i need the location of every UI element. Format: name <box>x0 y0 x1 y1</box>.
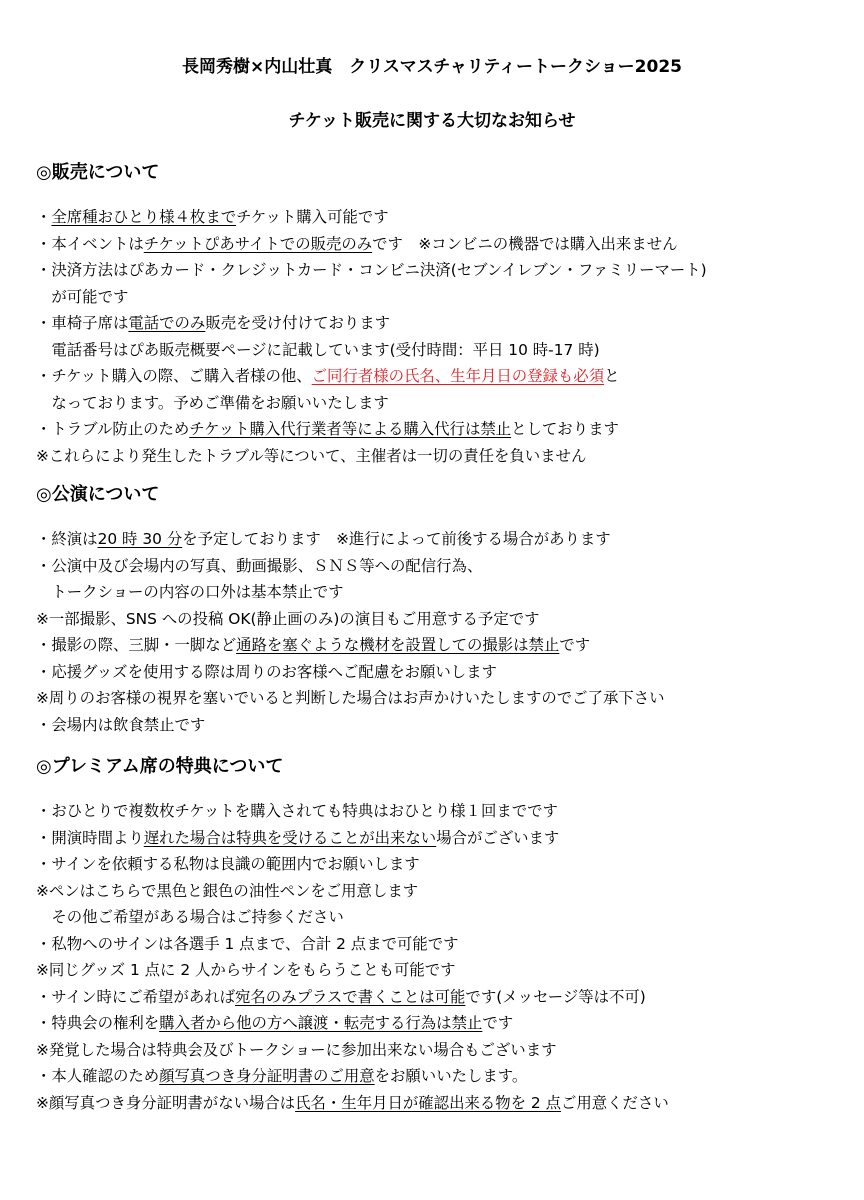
notice-line <box>36 310 836 337</box>
underlined-text: 遅れた場合は特典を受けることが出来ない <box>143 828 437 847</box>
line-text: ・私物へのサインは各選手 1 点まで、合計 2 点まで可能です <box>36 934 459 953</box>
underlined-text: 顔写真つき身分証明書のご用意 <box>159 1067 375 1085</box>
notice-line <box>36 284 836 311</box>
line-text: ※顔写真つき身分証明書がない場合は <box>36 1093 296 1112</box>
notice-line <box>36 1010 836 1037</box>
notice-line <box>36 553 836 580</box>
line-text: ・開演時間より <box>36 828 144 847</box>
underlined-text: チケット購入代行業者等による購入代行は禁止 <box>189 420 512 438</box>
section-lines <box>36 798 836 1116</box>
line-text: ※発覚した場合は特典会及びトークショーに参加出来ない場合もございます <box>36 1040 557 1059</box>
line-text: を予定しております ※進行によって前後する場合があります <box>182 530 611 548</box>
line-text: トークショーの内容の口外は基本禁止です <box>36 583 344 601</box>
notice-line <box>36 257 836 284</box>
line-text: をお願いいたします。 <box>374 1067 528 1085</box>
notice-line <box>36 904 836 931</box>
section-sales <box>36 158 836 469</box>
underlined-text: 20 時 30 分 <box>97 530 183 548</box>
section-premium-benefits <box>36 752 836 1116</box>
line-text: が可能です <box>36 287 129 306</box>
notice-line <box>36 579 836 606</box>
notice-line <box>36 632 836 659</box>
line-text: ※周りのお客様の視界を塞いでいると判断した場合はお声かけいたしますのでご了承下さい <box>36 689 665 707</box>
notice-line <box>36 685 836 712</box>
line-text: 場合がございます <box>436 828 560 847</box>
line-text: ・会場内は飲食禁止です <box>36 715 206 734</box>
notice-line <box>36 1063 836 1090</box>
notice-line <box>36 390 836 417</box>
line-text: なっております。予めご準備をお願いいたします <box>36 393 389 412</box>
notice-line <box>36 231 836 258</box>
line-text: ・サインを依頼する私物は良識の範囲内でお願いします <box>36 855 420 873</box>
line-text: ・応援グッズを使用する際は周りのお客様へご配慮をお願いします <box>36 662 497 681</box>
notice-line <box>36 1090 836 1117</box>
underlined-text: 購入者から他の方へ譲渡・転売する行為は禁止 <box>159 1014 483 1032</box>
line-text: としております <box>511 420 619 438</box>
underlined-text: 電話でのみ <box>128 314 206 332</box>
section-lines <box>36 204 836 469</box>
line-text: ・本人確認のため <box>36 1067 160 1085</box>
section-performance <box>36 480 836 738</box>
notice-line <box>36 659 836 686</box>
notice-line <box>36 825 836 852</box>
section-heading-premium: ◎プレミアム席の特典について <box>36 756 284 777</box>
line-text: ・ <box>36 208 52 226</box>
notice-line <box>36 798 836 825</box>
line-text: 電話番号はぴあ販売概要ページに記載しています(受付時間：平日 10 時-17 時) <box>36 340 600 359</box>
line-text: 販売を受け付けております <box>205 314 391 332</box>
notice-line <box>36 931 836 958</box>
line-text: ご用意ください <box>560 1093 669 1112</box>
notice-line <box>36 984 836 1011</box>
line-text: その他ご希望がある場合はご持参ください <box>36 908 344 926</box>
notice-line <box>36 416 836 443</box>
line-text: です ※コンビニの機器では購入出来ません <box>372 234 678 253</box>
line-text: ・撮影の際、三脚・一脚など <box>36 636 237 654</box>
section-heading-performance: ◎公演について <box>36 484 160 505</box>
underlined-text: 氏名・生年月日が確認出来る物を 2 点 <box>295 1093 561 1112</box>
line-text: ・チケット購入の際、ご購入者様の他、 <box>36 367 312 385</box>
line-text: ・車椅子席は <box>36 314 129 332</box>
line-text: ※一部撮影、SNS への投稿 OK(静止画のみ)の演目もご用意する予定です <box>36 609 540 628</box>
line-text: チケット購入可能です <box>236 208 389 226</box>
notice-line <box>36 443 836 470</box>
line-text: と <box>604 367 620 385</box>
notice-line <box>36 712 836 739</box>
line-text: ※ペンはこちらで黒色と銀色の油性ペンをご用意します <box>36 881 419 900</box>
line-text: ・決済方法はぴあカード・クレジットカード・コンビニ決済(セブンイレブン・ファミリーマート) <box>36 261 707 279</box>
underlined-text: 全席種おひとり様４枚まで <box>51 208 237 226</box>
notice-line <box>36 204 836 231</box>
underlined-text: 通路を塞ぐような機材を設置しての撮影は禁止 <box>236 636 560 654</box>
underlined-text: チケットぴあサイトでの販売のみ <box>143 234 373 253</box>
notice-line <box>36 363 836 390</box>
line-text: ・サイン時にご希望があれば <box>36 987 236 1006</box>
notice-line <box>36 337 836 364</box>
line-text: ・公演中及び会場内の写真、動画撮影、ＳＮＳ等への配信行為、 <box>36 556 483 575</box>
notice-line <box>36 1037 836 1064</box>
notice-subtitle: チケット販売に関する大切なお知らせ <box>288 111 576 131</box>
notice-line <box>36 957 836 984</box>
line-text: ・おひとりで複数枚チケットを購入されても特典はおひとり様１回までです <box>36 802 558 820</box>
line-text: です <box>559 636 591 654</box>
line-text: ※同じグッズ 1 点に 2 人からサインをもらうことも可能です <box>36 961 456 979</box>
notice-line <box>36 851 836 878</box>
line-text: ・本イベントは <box>36 234 144 253</box>
notice-line <box>36 878 836 905</box>
line-text: ・特典会の権利を <box>36 1014 160 1032</box>
line-text: ※これらにより発生したトラブル等について、主催者は一切の責任を負いません <box>36 446 587 465</box>
line-text: ・終演は <box>36 530 98 548</box>
notice-line <box>36 606 836 633</box>
line-text: です(メッセージ等は不可) <box>465 987 646 1006</box>
red-emphasis-text: ご同行者様の氏名、生年月日の登録も必須 <box>311 367 605 385</box>
underlined-text: 宛名のみプラスで書くことは可能 <box>235 987 466 1006</box>
event-title: 長岡秀樹×内山壮真 クリスマスチャリティートークショー2025 <box>182 57 682 77</box>
line-text: です <box>482 1014 514 1032</box>
section-lines <box>36 526 836 738</box>
notice-line <box>36 526 836 553</box>
section-heading-sales: ◎販売について <box>36 162 160 183</box>
line-text: ・トラブル防止のため <box>36 420 190 438</box>
